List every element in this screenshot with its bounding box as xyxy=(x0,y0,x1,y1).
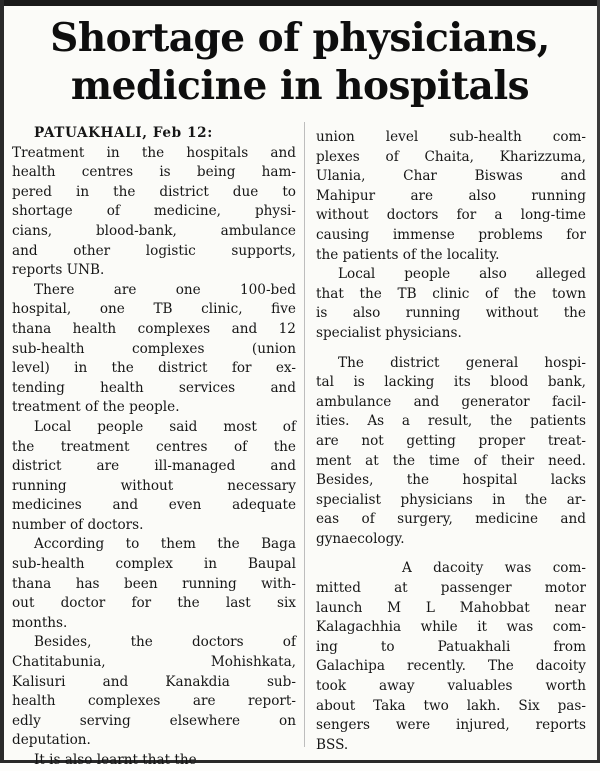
text-line: sub-health complex in Baupal xyxy=(12,556,296,573)
headline-line-2: medicine in hospitals xyxy=(70,63,530,109)
text-line: health centres is being ham- xyxy=(12,164,296,181)
text-line: causing immense problems for xyxy=(316,226,586,243)
text-line: Ulania, Char Biswas and xyxy=(316,168,586,185)
text-line: that the TB clinic of the town xyxy=(316,285,586,302)
headline-line-1: Shortage of physicians, xyxy=(50,15,550,61)
text-line: specialist physicians in the ar- xyxy=(316,491,586,508)
paragraph-7 xyxy=(316,128,586,265)
text-line: Galachipa recently. The dacoity xyxy=(316,658,586,675)
top-rule xyxy=(0,0,600,6)
text-line: the patients of the locality. xyxy=(316,246,500,263)
paragraph-3 xyxy=(12,418,296,536)
text-line: medicines and even adequate xyxy=(12,497,296,514)
text-line: tending health services and xyxy=(12,379,296,396)
text-line: tal is lacking its blood bank, xyxy=(316,374,586,391)
text-line: specialist physicians. xyxy=(316,324,462,341)
text-line: out doctor for the last six xyxy=(12,595,296,612)
text-line: running without necessary xyxy=(12,477,296,494)
text-line: treatment of the people. xyxy=(12,399,180,416)
text-line: eas of surgery, medicine and xyxy=(316,511,586,528)
dateline: PATUAKHALI, Feb 12: xyxy=(34,125,213,141)
text-line: pered in the district due to xyxy=(12,183,296,200)
text-line: The district general hospi- xyxy=(338,354,586,371)
text-line: reports UNB. xyxy=(12,262,105,279)
text-line: plexes of Chaita, Kharizzuma, xyxy=(316,148,586,165)
text-line: took away valuables worth xyxy=(316,678,586,695)
text-line: A dacoity was com- xyxy=(402,560,586,577)
text-line: Kalisuri and Kanakdia sub- xyxy=(12,673,296,690)
text-line: Besides, the doctors of xyxy=(34,634,296,651)
text-line: and other logistic supports, xyxy=(12,242,296,259)
text-line: number of doctors. xyxy=(12,516,144,533)
text-line: Besides, the hospital lacks xyxy=(316,472,586,489)
headline xyxy=(14,14,586,110)
text-line: gynaecology. xyxy=(316,530,405,547)
text-line: sub-health complexes (union xyxy=(12,340,296,357)
article-line: Treatment in the hospitals and xyxy=(12,144,296,161)
text-line: cians, blood-bank, ambulance xyxy=(12,222,296,239)
text-line: There are one 100-bed xyxy=(34,281,296,298)
text-line: BSS. xyxy=(316,736,349,753)
text-line: launch M L Mahobbat near xyxy=(316,599,586,616)
text-line: mitted at passenger motor xyxy=(316,580,586,597)
dateline-line xyxy=(12,124,296,144)
text-line: health complexes are report- xyxy=(12,693,296,710)
text-line: district are ill-managed and xyxy=(12,458,296,475)
text-line: ing to Patuakhali from xyxy=(316,638,586,655)
right-column xyxy=(316,128,586,755)
text-line: Local people said most of xyxy=(34,418,296,435)
text-line: Chatitabunia, Mohishkata, xyxy=(12,654,296,671)
text-line: sengers were injured, reports xyxy=(316,717,586,734)
text-line: union level sub-health com- xyxy=(316,129,586,145)
text-line: hospital, one TB clinic, five xyxy=(12,301,296,318)
text-line: is also running without the xyxy=(316,305,586,322)
paragraph-gap xyxy=(316,344,586,354)
column-divider xyxy=(304,122,305,747)
text-line: Kalagachhia while it was com- xyxy=(316,619,586,636)
text-line: Local people also alleged xyxy=(338,266,586,283)
text-line: level) in the district for ex- xyxy=(12,360,296,377)
paragraph-2 xyxy=(12,281,296,418)
text-line: ities. As a result, the patients xyxy=(316,413,586,430)
text-line: Mahipur are also running xyxy=(316,187,586,204)
text-line: thana has been running with- xyxy=(12,575,296,592)
text-line: thana health complexes and 12 xyxy=(12,320,296,337)
text-line: edly serving elsewhere on xyxy=(12,712,296,729)
news-brief xyxy=(316,559,586,755)
paragraph-1 xyxy=(12,163,296,281)
paragraph-5 xyxy=(12,633,296,751)
paragraph-8 xyxy=(316,265,586,343)
text-line: the treatment centres of the xyxy=(12,438,296,455)
text-line: shortage of medicine, physi- xyxy=(12,203,296,220)
text-line: According to them the Baga xyxy=(34,536,296,553)
text-line: are not getting proper treat- xyxy=(316,432,586,449)
paragraph-9 xyxy=(316,354,586,550)
text-line: deputation. xyxy=(12,732,91,749)
text-line: about Taka two lakh. Six pas- xyxy=(316,697,586,714)
paragraph-4 xyxy=(12,535,296,633)
left-column xyxy=(12,124,296,771)
text-line: without doctors for a long-time xyxy=(316,207,586,224)
brief-gap xyxy=(316,549,586,559)
paragraph-6 xyxy=(12,751,296,771)
left-border xyxy=(0,0,4,763)
text-line: months. xyxy=(12,614,68,631)
text-line: ambulance and generator facil- xyxy=(316,393,586,410)
text-line: ment at the time of their need. xyxy=(316,452,586,469)
text-line: It is also learnt that the xyxy=(34,752,197,768)
